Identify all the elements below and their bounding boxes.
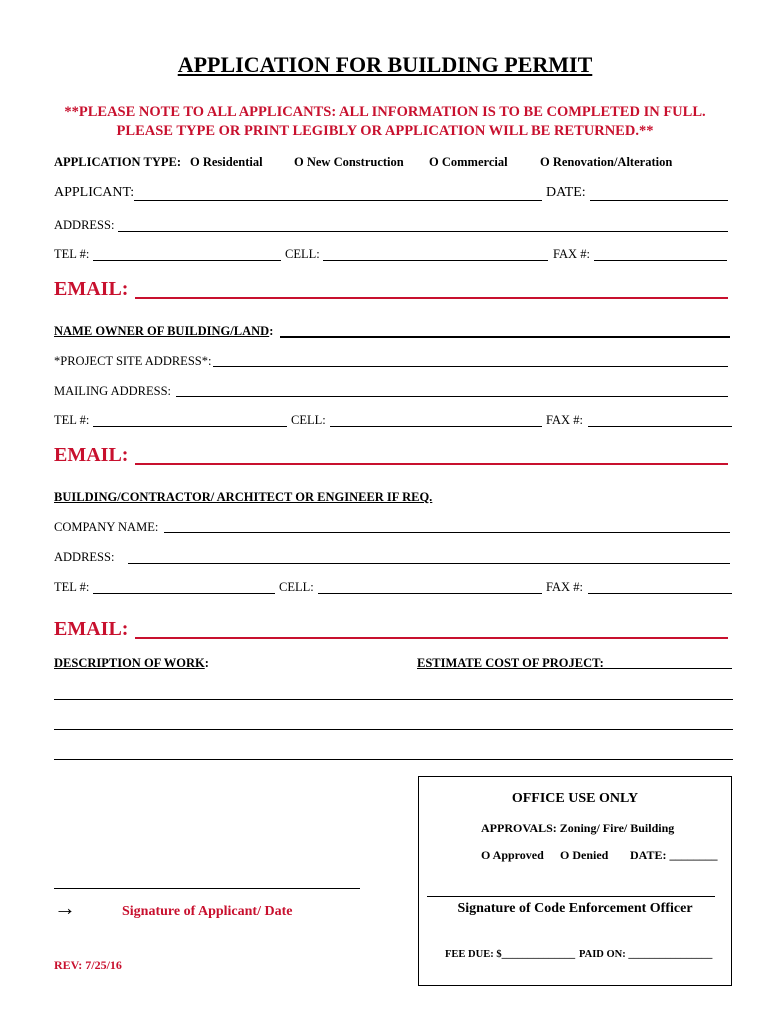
company-name-label: COMPANY NAME: (54, 520, 159, 534)
email-field[interactable] (135, 297, 728, 299)
contractor-tel-field[interactable] (93, 593, 275, 594)
date-label: DATE: (546, 185, 586, 200)
owner-heading (54, 324, 273, 339)
contractor-tel-label: TEL #: (54, 580, 90, 594)
owner-heading-colon: : (269, 324, 274, 338)
contractor-email-label: EMAIL: (54, 618, 129, 640)
owner-fax-field[interactable] (588, 426, 732, 427)
office-date-field[interactable]: DATE: ________ (630, 848, 718, 862)
owner-email-field[interactable] (135, 463, 728, 465)
description-line-1[interactable] (54, 699, 733, 700)
revision-label: REV: 7/25/16 (54, 958, 122, 972)
description-line-2[interactable] (54, 729, 733, 730)
tel-label: TEL #: (54, 247, 90, 261)
description-label-text: DESCRIPTION OF WORK (54, 656, 205, 670)
owner-email-label: EMAIL: (54, 444, 129, 466)
owner-cell-field[interactable] (330, 426, 542, 427)
fax-label: FAX #: (553, 247, 590, 261)
paid-on-field[interactable]: PAID ON: ________________ (579, 949, 713, 960)
contractor-email-field[interactable] (135, 637, 728, 639)
approved-option[interactable]: O Approved (481, 848, 544, 862)
project-site-label: *PROJECT SITE ADDRESS*: (54, 354, 212, 368)
cell-field[interactable] (323, 260, 548, 261)
page-title: APPLICATION FOR BUILDING PERMIT (177, 52, 593, 77)
owner-tel-field[interactable] (93, 426, 287, 427)
owner-tel-label: TEL #: (54, 413, 90, 427)
estimate-label-text: ESTIMATE COST OF PROJECT (417, 656, 600, 670)
estimate-label (417, 656, 604, 671)
officer-signature-line[interactable] (427, 896, 715, 897)
email-label: EMAIL: (54, 278, 129, 300)
description-label-colon: : (204, 656, 209, 670)
fax-field[interactable] (594, 260, 727, 261)
notice-line-1: **PLEASE NOTE TO ALL APPLICANTS: ALL INFORMATION IS TO BE COMPLETED IN FULL. (64, 104, 706, 120)
contractor-address-label: ADDRESS: (54, 550, 115, 564)
officer-signature-label: Signature of Code Enforcement Officer (457, 901, 693, 916)
estimate-field[interactable] (592, 668, 732, 669)
approvals-label: APPROVALS: Zoning/ Fire/ Building (481, 821, 675, 835)
office-use-box (418, 776, 732, 986)
application-type-label: APPLICATION TYPE: (54, 155, 181, 169)
project-site-field[interactable] (213, 366, 728, 367)
notice-line-2: PLEASE TYPE OR PRINT LEGIBLY OR APPLICATION WILL BE RETURNED.** (116, 123, 654, 139)
option-renovation[interactable]: O Renovation/Alteration (540, 155, 673, 169)
description-line-3[interactable] (54, 759, 733, 760)
fee-due-field[interactable]: FEE DUE: $______________ (445, 949, 576, 960)
estimate-label-colon: : (599, 656, 604, 670)
company-name-field[interactable] (164, 532, 730, 533)
contractor-fax-label: FAX #: (546, 580, 583, 594)
contractor-cell-label: CELL: (279, 580, 314, 594)
owner-heading-text: NAME OWNER OF BUILDING/LAND (54, 324, 270, 338)
contractor-cell-field[interactable] (318, 593, 542, 594)
applicant-field[interactable] (134, 200, 542, 201)
contractor-fax-field[interactable] (588, 593, 732, 594)
option-commercial[interactable]: O Commercial (429, 155, 508, 169)
owner-name-field[interactable] (280, 336, 730, 338)
address-field[interactable] (118, 231, 728, 232)
mailing-address-label: MAILING ADDRESS: (54, 384, 172, 398)
owner-cell-label: CELL: (291, 413, 326, 427)
office-use-heading: OFFICE USE ONLY (511, 791, 639, 806)
owner-fax-label: FAX #: (546, 413, 583, 427)
contractor-address-field[interactable] (128, 563, 730, 564)
cell-label: CELL: (285, 247, 320, 261)
applicant-signature-line[interactable] (54, 888, 360, 889)
tel-field[interactable] (93, 260, 281, 261)
date-field[interactable] (590, 200, 728, 201)
address-label: ADDRESS: (54, 218, 115, 232)
arrow-icon: → (54, 895, 76, 920)
option-new-construction[interactable]: O New Construction (294, 155, 404, 169)
description-label (54, 656, 209, 671)
applicant-label: APPLICANT: (54, 185, 135, 200)
denied-option[interactable]: O Denied (560, 848, 609, 862)
applicant-signature-label: Signature of Applicant/ Date (122, 904, 293, 919)
option-residential[interactable]: O Residential (190, 155, 263, 169)
contractor-heading: BUILDING/CONTRACTOR/ ARCHITECT OR ENGINEER IF REQ. (54, 490, 433, 504)
mailing-address-field[interactable] (176, 396, 728, 397)
